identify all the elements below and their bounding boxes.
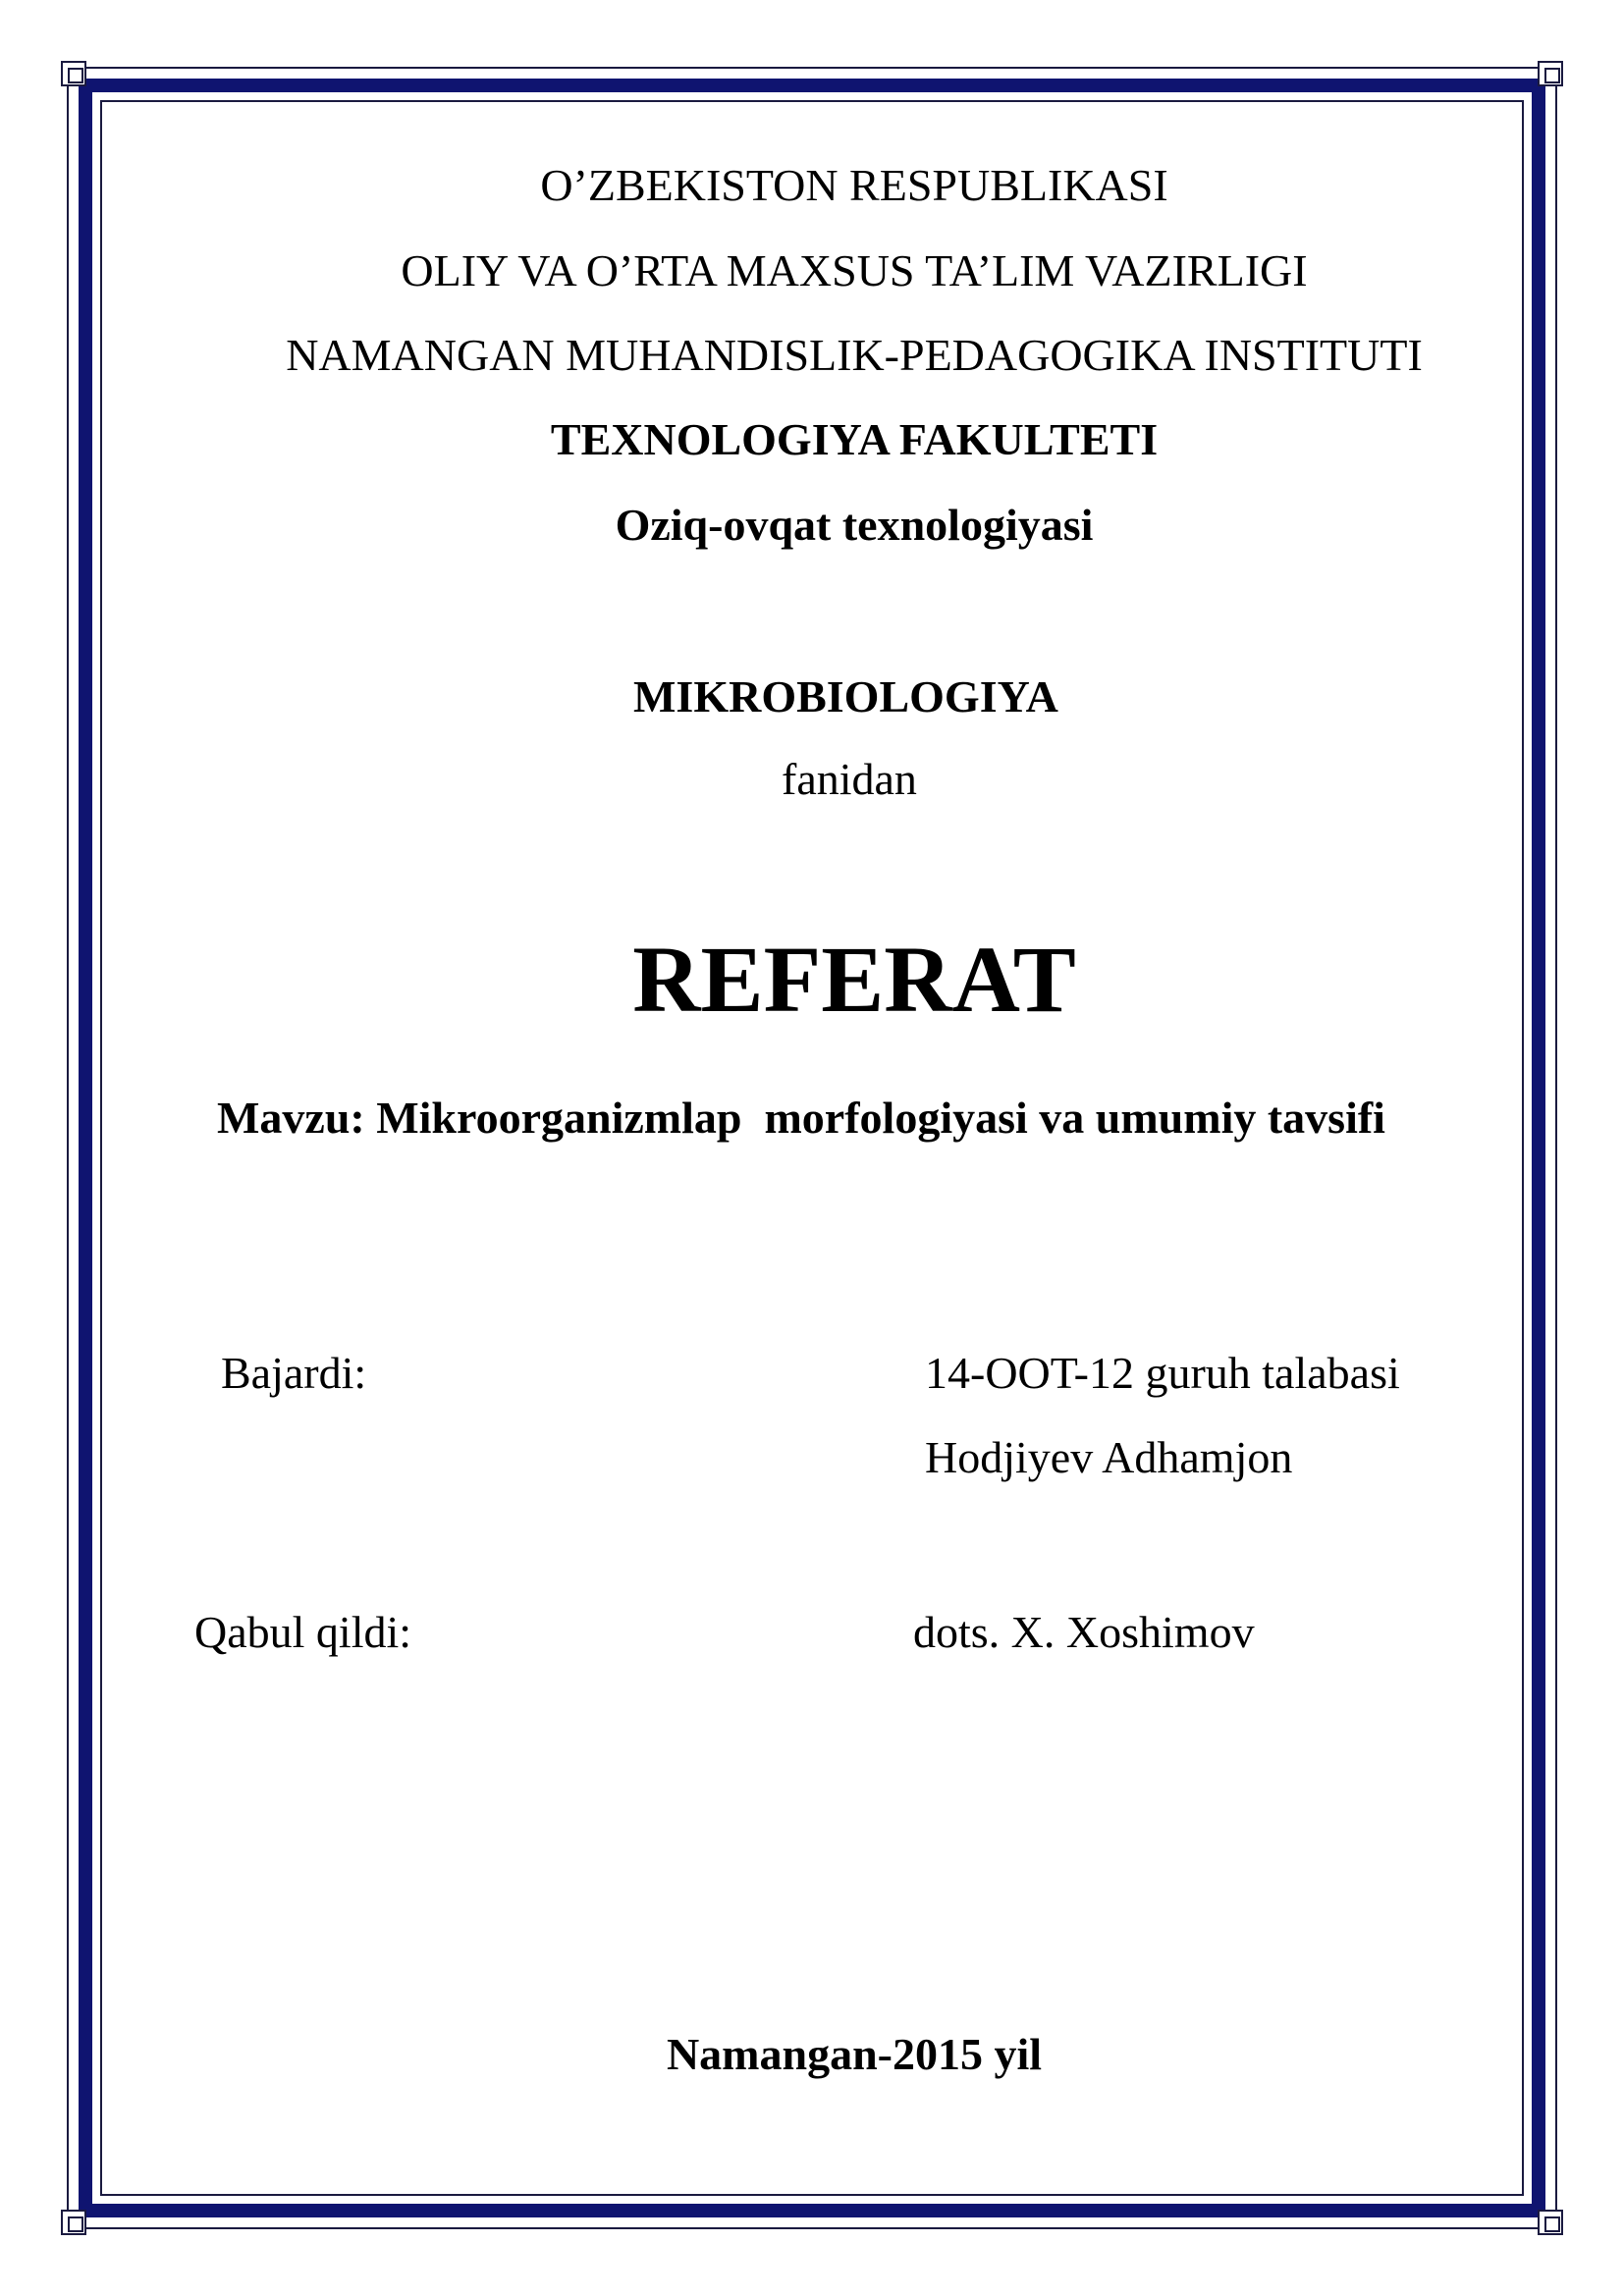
accepted-label: Qabul qildi:: [194, 1607, 412, 1657]
topic-line: Mavzu: Mikroorganizmlap morfologiyasi va umumiy tavsifi: [217, 1093, 1385, 1143]
header-ministry: OLIY VA O’RTA MAXSUS TA’LIM VAZIRLIGI: [401, 245, 1308, 295]
document-type-title: REFERAT: [632, 927, 1076, 1032]
subject-suffix: fanidan: [782, 754, 917, 804]
corner-ornament-top-left: [61, 61, 86, 86]
performed-student: Hodjiyev Adhamjon: [925, 1432, 1293, 1482]
header-specialty: Oziq-ovqat texnologiyasi: [615, 500, 1094, 550]
header-institute: NAMANGAN MUHANDISLIK-PEDAGOGIKA INSTITUTI: [286, 330, 1423, 380]
performed-label: Bajardi:: [221, 1348, 367, 1398]
subject-name: MIKROBIOLOGIYA: [633, 671, 1058, 721]
corner-ornament-top-right: [1538, 61, 1563, 86]
performed-group: 14-OOT-12 guruh talabasi: [925, 1348, 1400, 1398]
header-faculty: TEXNOLOGIYA FAKULTETI: [550, 414, 1159, 464]
corner-ornament-bottom-left: [61, 2210, 86, 2235]
footer-city-year: Namangan-2015 yil: [666, 2029, 1043, 2079]
corner-ornament-bottom-right: [1538, 2210, 1563, 2235]
header-republic: O’ZBEKISTON RESPUBLIKASI: [540, 160, 1168, 210]
accepted-teacher: dots. X. Xoshimov: [913, 1607, 1255, 1657]
